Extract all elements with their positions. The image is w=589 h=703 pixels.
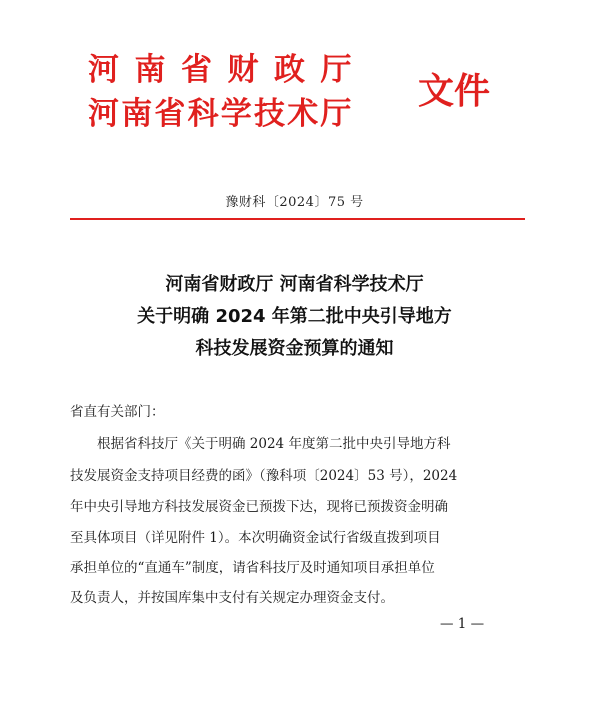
page-number: — 1 — (440, 616, 485, 632)
title-line-1: 河南省财政厅 河南省科学技术厅 (165, 274, 424, 295)
issuer-science-dept: 河南省科学技术厅 (88, 96, 354, 132)
red-divider-line (70, 218, 525, 220)
document-title (0, 270, 589, 364)
body-line: 技发展资金支持项目经费的函》（豫科项〔2024〕53 号），2024 (70, 468, 458, 484)
body-line: 年中央引导地方科技发展资金已预拨下达，现将已预拨资金明确 (70, 499, 448, 515)
body-line: 根据省科技厅《关于明确 2024 年度第二批中央引导地方科 (97, 436, 451, 452)
body-line: 承担单位的“直通车”制度，请省科技厅及时通知项目承担单位 (70, 560, 435, 576)
document-number: 豫财科〔2024〕75 号 (225, 195, 364, 210)
document-suffix: 文件 (418, 71, 491, 112)
issuer-finance-dept: 河南省财政厅 (88, 52, 367, 88)
salutation: 省直有关部门： (70, 404, 165, 420)
body-line: 及负责人，并按国库集中支付有关规定办理资金支付。 (70, 590, 394, 606)
red-header (88, 52, 508, 142)
body-line: 至具体项目（详见附件 1）。本次明确资金试行省级直拨到项目 (70, 530, 441, 546)
title-line-3: 科技发展资金预算的通知 (195, 338, 394, 359)
title-line-2: 关于明确 2024 年第二批中央引导地方 (137, 306, 452, 327)
